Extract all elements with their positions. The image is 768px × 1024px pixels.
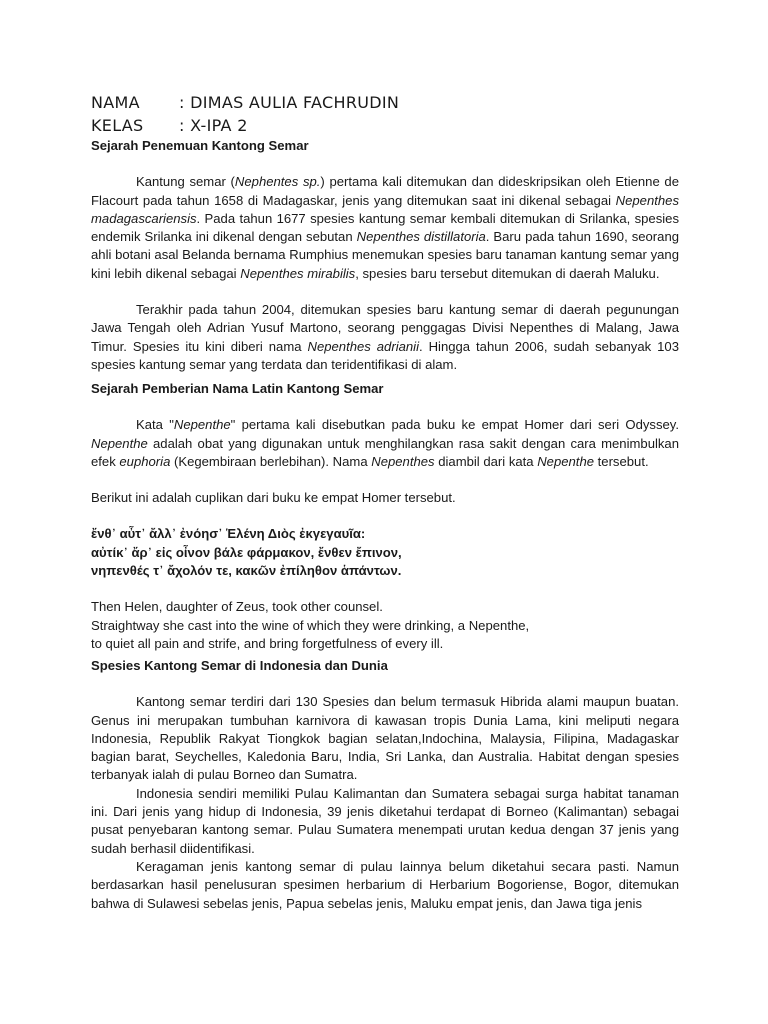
- paragraph: Keragaman jenis kantong semar di pulau lainnya belum diketahui secara pasti. Namun berdasarkan hasil penelusuran spesimen herbarium di Herbarium Bogoriense, Bogor, ditemukan bahwa di Sulawesi sebelas jenis, Papua sebelas jenis, Maluku empat jenis, dan Jawa tiga jenis: [91, 858, 679, 911]
- student-header: [91, 93, 399, 139]
- name-label: NAMA: [91, 93, 140, 112]
- section-heading: Sejarah Pemberian Nama Latin Kantong Semar: [91, 381, 384, 396]
- english-verse-line: Straightway she cast into the wine of which they were drinking, a Nepenthe,: [91, 617, 530, 633]
- name-value: : DIMAS AULIA FACHRUDIN: [179, 93, 400, 112]
- class-row: [91, 116, 399, 139]
- name-row: [91, 93, 399, 116]
- section-species-distribution: [91, 657, 679, 913]
- english-verse-line: Then Helen, daughter of Zeus, took other counsel.: [91, 599, 383, 615]
- paragraph: Kata "Nepenthe" pertama kali disebutkan pada buku ke empat Homer dari seri Odyssey. Nepenthe adalah obat yang digunakan untuk menghilangkan rasa sakit dengan cara menimbulkan efek euphoria (Kegembiraan berlebihan). Nama Nepenthes diambil dari kata Nepenthe tersebut.: [91, 417, 679, 469]
- section-discovery-history: [91, 137, 679, 374]
- english-verse-line: to quiet all pain and strife, and bring forgetfulness of every ill.: [91, 635, 444, 651]
- section-heading: Sejarah Penemuan Kantong Semar: [91, 138, 309, 153]
- greek-verse-line: ἔνθ᾽ αὖτ᾽ ἄλλ᾽ ἐνόησ᾽ Ἑλένη Διὸς ἐκγεγαυῖα:: [91, 526, 366, 542]
- paragraph: Indonesia sendiri memiliki Pulau Kalimantan dan Sumatera sebagai surga habitat tanaman ini. Dari jenis yang hidup di Indonesia, 39 jenis diketahui terdapat di Borneo (Kalimantan) sebagai pusat penyebaran kantong semar. Pulau Sumatera menempati urutan kedua dengan 37 jenis yang sudah berhasil diidentifikasi.: [91, 785, 679, 856]
- section-heading: Spesies Kantong Semar di Indonesia dan Dunia: [91, 658, 388, 673]
- quote-intro: Berikut ini adalah cuplikan dari buku ke empat Homer tersebut.: [91, 490, 456, 506]
- greek-verse-line: νηπενθές τ᾽ ἄχολόν τε, κακῶν ἐπίληθον ἁπάντων.: [91, 563, 402, 579]
- greek-verse-line: αὐτίκ᾽ ἄρ᾽ εἰς οἶνον βάλε φάρμακον, ἔνθεν ἔπινον,: [91, 544, 402, 560]
- paragraph: Kantung semar (Nephentes sp.) pertama kali ditemukan dan dideskripsikan oleh Etienne de Flacourt pada tahun 1658 di Madagaskar, jenis yang ditemukan saat ini dikenal sebagai Nepenthes madagascariensis. Pada tahun 1677 spesies kantung semar kembali ditemukan di Srilanka, spesies endemik Srilanka ini dikenal dengan sebutan Nepenthes distillatoria. Baru pada tahun 1690, seorang ahli botani asal Belanda bernama Rumphius menemukan spesies baru tanaman kantung semar yang kini lebih dikenal sebagai Nepenthes mirabilis, spesies baru tersebut ditemukan di daerah Maluku.: [91, 174, 680, 281]
- section-latin-name-history: [91, 380, 679, 653]
- class-label: KELAS: [91, 116, 144, 135]
- class-value: : X-IPA 2: [179, 116, 248, 135]
- paragraph: Kantong semar terdiri dari 130 Spesies dan belum termasuk Hibrida alami maupun buatan. Genus ini merupakan tumbuhan karnivora di kawasan tropis Dunia Lama, kini meliputi negara Indonesia, Republik Rakyat Tiongkok bagian selatan,Indochina, Malaysia, Filipina, Madagaskar bagian barat, Seychelles, Kaledonia Baru, India, Sri Lanka, dan Australia. Habitat dengan spesies terbanyak ialah di pulau Borneo dan Sumatra.: [91, 694, 679, 783]
- paragraph: Terakhir pada tahun 2004, ditemukan spesies baru kantung semar di daerah pegunungan Jawa Tengah oleh Adrian Yusuf Martono, seorang penggagas Divisi Nepenthes di Malang, Jawa Timur. Spesies itu kini diberi nama Nepenthes adrianii. Hingga tahun 2006, sudah sebanyak 103 spesies kantung semar yang terdata dan teridentifikasi di alam.: [91, 302, 679, 372]
